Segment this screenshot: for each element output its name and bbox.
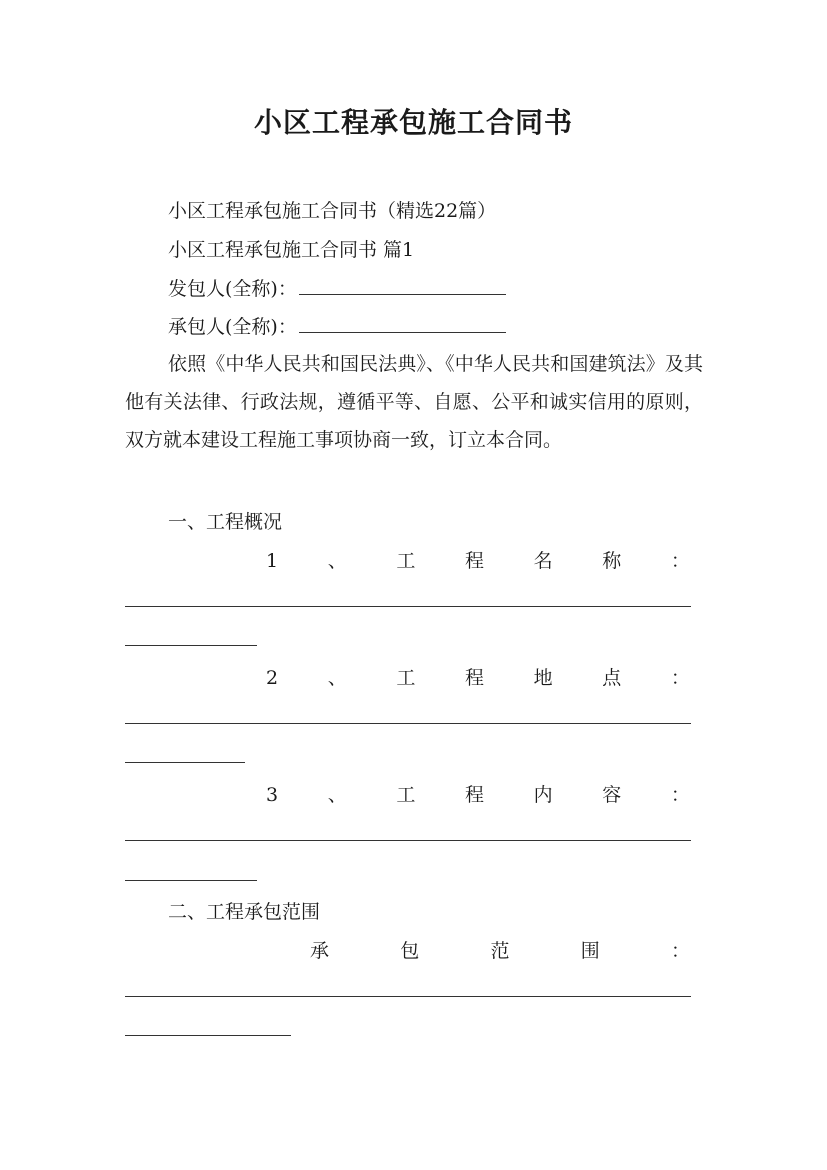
item1-blank-line xyxy=(125,606,691,607)
party-a-row xyxy=(168,274,506,303)
item1-label: 1 、 工 程 名 称 ： xyxy=(266,550,690,572)
document-title: 小区工程承包施工合同书 xyxy=(253,106,573,139)
item3-blank-line xyxy=(125,840,691,841)
scope-blank-line-cont xyxy=(125,1035,291,1036)
party-b-label: 承包人(全称)： xyxy=(168,316,297,338)
scope-blank-line xyxy=(125,996,691,997)
party-a-label: 发包人(全称)： xyxy=(168,278,297,300)
intro-paragraph: 依照《中华人民共和国民法典》、《中华人民共和国建筑法》及其他有关法律、行政法规，遵循平等、自愿、公平和诚实信用的原则，双方就本建设工程施工事项协商一致，订立本合同。 xyxy=(125,353,703,451)
item2-blank-line xyxy=(125,723,691,724)
item3-label: 3 、 工 程 内 容 ： xyxy=(266,784,690,806)
scope-label: 承 包 范 围 ： xyxy=(310,940,690,962)
part2-heading: 二、工程承包范围 xyxy=(168,901,321,923)
item3-blank-line-cont xyxy=(125,880,257,881)
party-b-blank xyxy=(299,312,506,333)
section-heading: 小区工程承包施工合同书 篇1 xyxy=(168,239,415,261)
item1-blank-line-cont xyxy=(125,645,257,646)
item2-label: 2 、 工 程 地 点 ： xyxy=(266,667,690,689)
party-a-blank xyxy=(299,274,506,295)
document-subtitle: 小区工程承包施工合同书（精选22篇） xyxy=(168,200,497,222)
party-b-row xyxy=(168,312,506,341)
part1-heading: 一、工程概况 xyxy=(168,511,283,533)
item2-blank-line-cont xyxy=(125,762,245,763)
